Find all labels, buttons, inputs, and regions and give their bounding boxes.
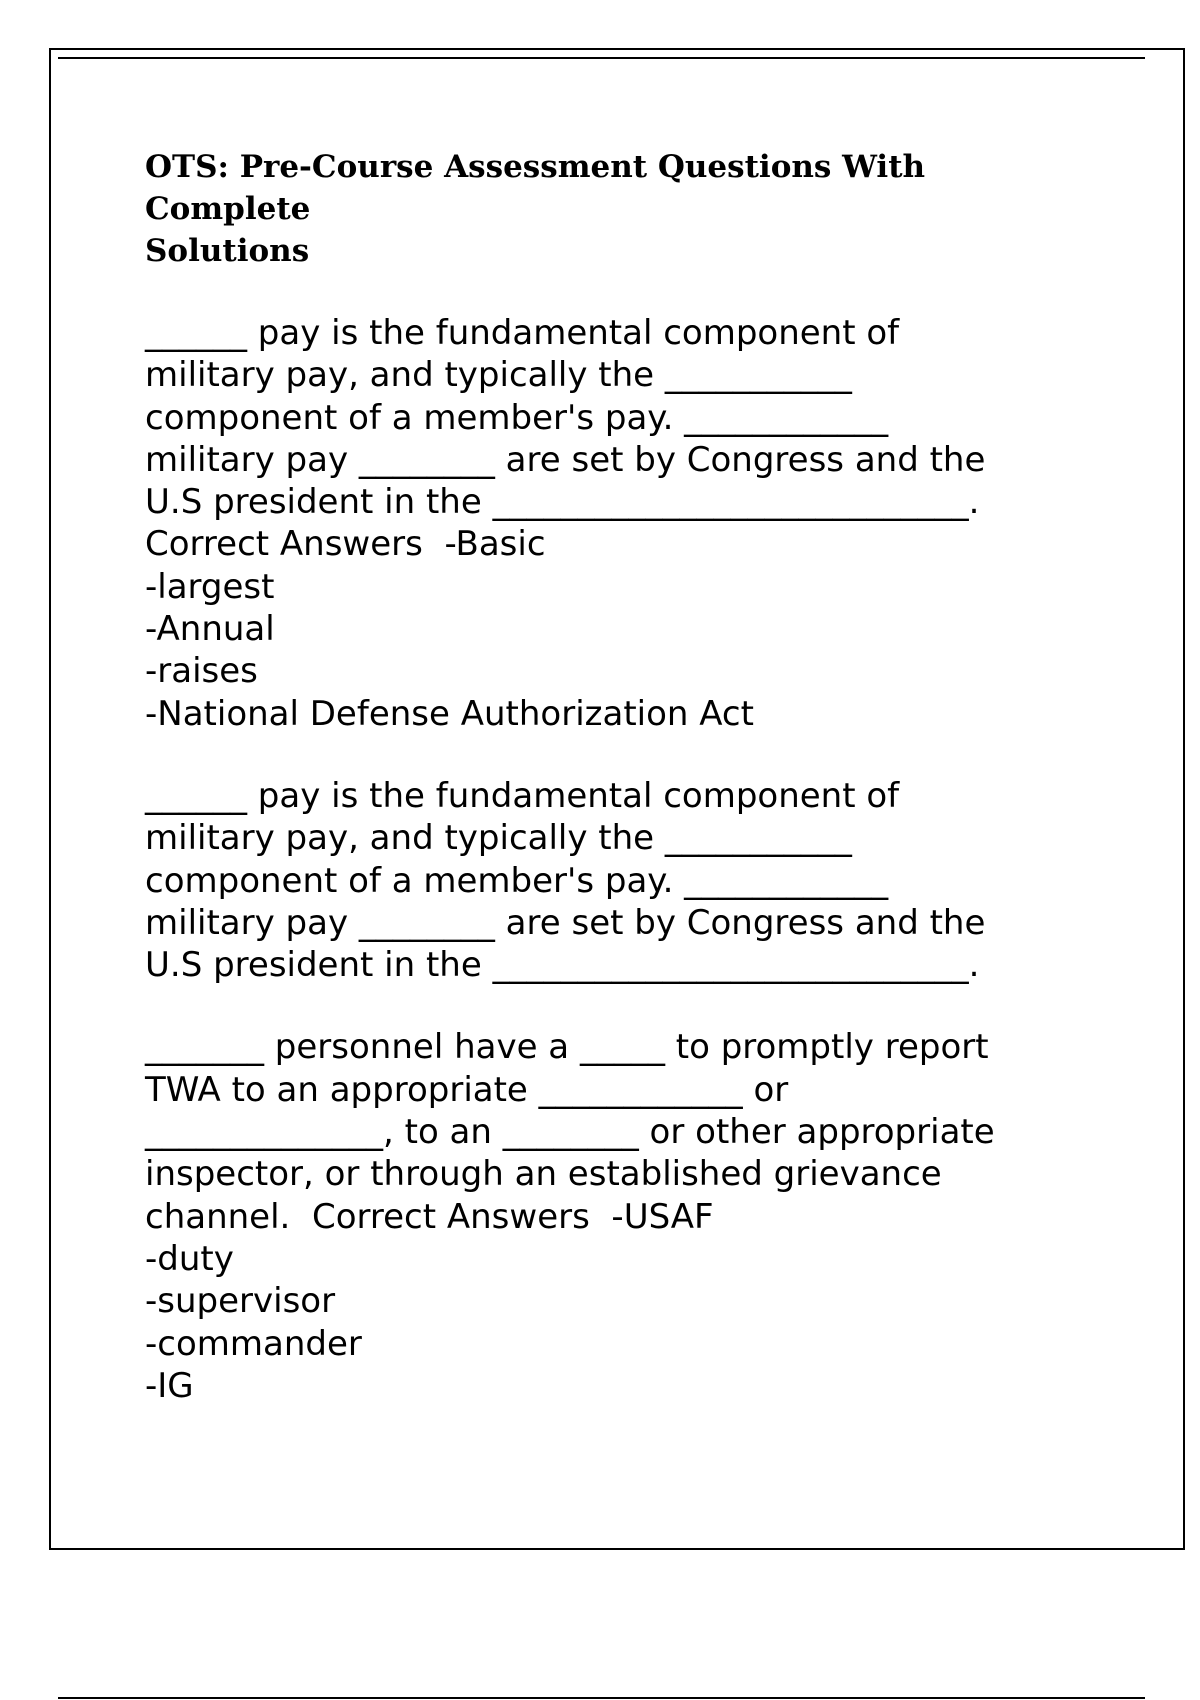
answer-line: -raises (145, 651, 258, 692)
qa-line: inspector, or through an established grievance (145, 1154, 942, 1195)
answer-line: -duty (145, 1238, 234, 1279)
qa-line: ______________, to an ________ or other appropriate (145, 1112, 995, 1153)
document-content (145, 146, 1085, 1447)
answer-line: -supervisor (145, 1281, 336, 1322)
qa-line: U.S president in the ____________________________. (145, 945, 980, 986)
document-title (145, 146, 1085, 272)
qa-line: TWA to an appropriate ____________ or (145, 1069, 789, 1110)
qa-line: military pay ________ are set by Congress and the (145, 439, 986, 480)
qa-block-1 (145, 312, 1085, 735)
answer-line: -National Defense Authorization Act (145, 693, 754, 734)
qa-block-3 (145, 1026, 1085, 1407)
qa-line: military pay, and typically the ___________ (145, 818, 852, 859)
bottom-rule (58, 1697, 1145, 1699)
answer-line: -Annual (145, 609, 275, 650)
qa-line: ______ pay is the fundamental component of (145, 775, 900, 816)
qa-line: component of a member's pay. ____________ (145, 860, 889, 901)
qa-line: channel. Correct Answers -USAF (145, 1196, 714, 1237)
answer-line: Correct Answers -Basic (145, 524, 546, 565)
answer-line: -largest (145, 566, 275, 607)
qa-line: military pay, and typically the ___________ (145, 355, 852, 396)
document-title-line-1: OTS: Pre-Course Assessment Questions With Complete (145, 149, 926, 227)
document-title-line-2: Solutions (145, 233, 310, 269)
qa-line: component of a member's pay. ____________ (145, 397, 889, 438)
qa-line: military pay ________ are set by Congress and the (145, 902, 986, 943)
qa-line: ______ pay is the fundamental component of (145, 313, 900, 353)
qa-line: _______ personnel have a _____ to promptly report (145, 1027, 989, 1068)
answer-line: -IG (145, 1365, 194, 1406)
top-rule (58, 57, 1145, 59)
qa-block-2 (145, 775, 1085, 986)
qa-line: U.S president in the ____________________________. (145, 482, 980, 523)
answer-line: -commander (145, 1323, 362, 1364)
